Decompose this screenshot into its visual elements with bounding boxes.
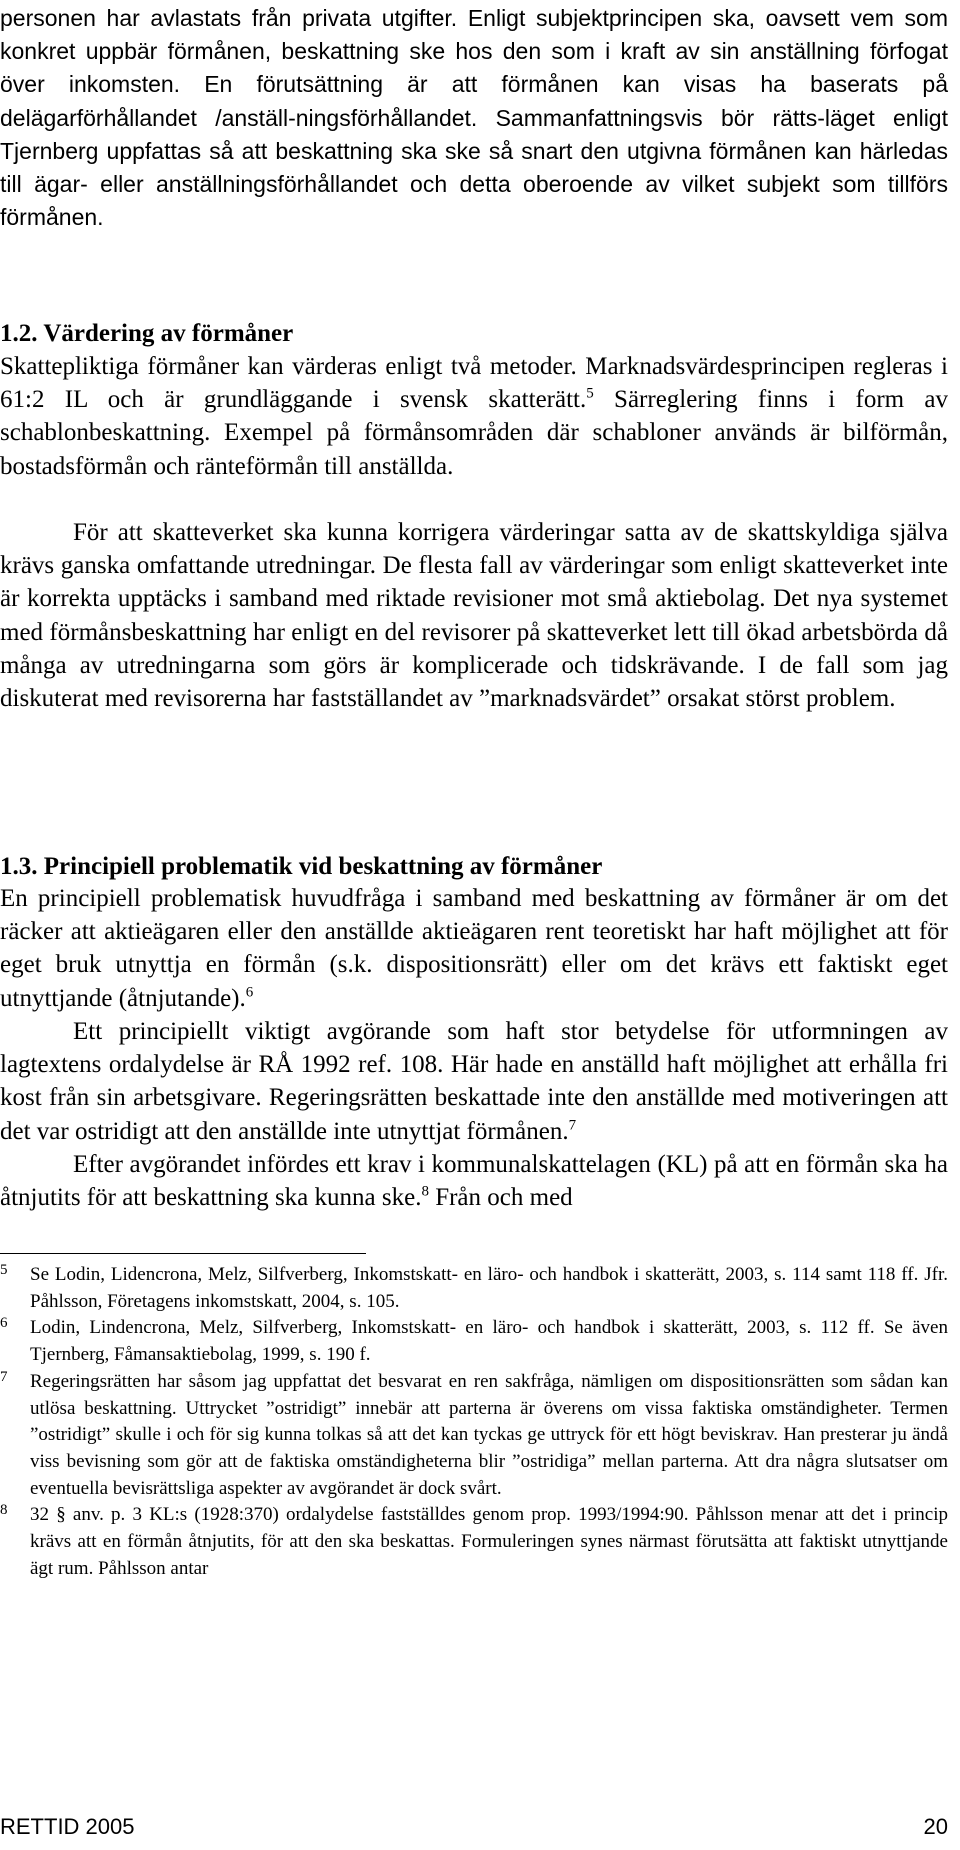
footnote-number: 6 xyxy=(0,1315,8,1332)
section-1-2-number: 1.2. xyxy=(0,320,38,347)
section-1-3-paragraph-3 xyxy=(0,1148,948,1214)
section-1-2-paragraph-2 xyxy=(0,516,948,715)
section-1-2-heading xyxy=(0,317,293,350)
section-1-2-title: Värdering av förmåner xyxy=(43,320,294,347)
footnote-number: 8 xyxy=(0,1502,8,1519)
footnotes xyxy=(0,1262,948,1582)
journal-name: RETTID 2005 xyxy=(0,1814,135,1839)
paragraph-text: Särreglering finns i form av schablonbeskattning. Exempel på förmånsområden där schabloner används är bilförmån, bostadsförmån och ränteförmån till anställda. xyxy=(0,386,948,480)
section-1-3-paragraph-2 xyxy=(0,1015,948,1148)
section-1-3-heading xyxy=(0,850,602,883)
paragraph-text: Efter avgörandet infördes ett krav i kommunalskattelagen (KL) på att en förmån ska ha åtnjutits för att beskattning ska kunna ske. xyxy=(0,1151,948,1212)
page-number: 20 xyxy=(923,1814,948,1839)
paragraph-text: En principiell problematisk huvudfråga i samband med beskattning av förmåner är om det räcker att aktieägaren eller den anställde aktieägaren rent teoretiskt har haft möjlighet att för eget bruk utnyttja en förmån (s.k. dispositionsrätt) eller om det krävs ett faktiskt eget utnyttjande (åtnjutande). xyxy=(0,885,948,1012)
paragraph-text: Ett principiellt viktigt avgörande som haft stor betydelse för utformningen av lagtextens ordalydelse är RÅ 1992 ref. 108. Här hade en anställd haft möjlighet att erhålla fri kost från sin arbetsgivare. Regeringsrätten beskattade inte den anställde med motiveringen att det var ostridigt att den anställde inte utnyttjat förmånen. xyxy=(0,1018,948,1145)
paragraph-text: Från och med xyxy=(428,1184,573,1212)
intro-text: personen har avlastats från privata utgifter. Enligt subjektprincipen ska, oavsett vem som konkret uppbär förmånen, beskattning ske hos den som i kraft av sin anställning förfogat över inkomsten. En förutsättning är att förmånen kan visas ha baserats på delägarförhållandet /anställ-ningsförhållandet. Sammanfattningsvis bör rätts-läget enligt Tjernberg uppfattas så att beskattning ska ske så snart den utgivna förmånen kan härledas till ägar- eller anställningsförhållandet och detta oberoende av vilket subjekt som tillförs förmånen. xyxy=(0,5,948,231)
section-1-2-paragraph-1 xyxy=(0,350,948,483)
footnote-ref-7[interactable]: 7 xyxy=(568,1117,577,1134)
footnote-8 xyxy=(0,1502,948,1582)
footnote-number: 5 xyxy=(0,1262,8,1278)
footnote-7 xyxy=(0,1369,948,1503)
page-footer xyxy=(0,1812,948,1842)
footnote-ref-5[interactable]: 5 xyxy=(586,385,594,402)
footnote-text: Regeringsrätten har såsom jag uppfattat det besvarat en ren sakfråga, nämligen om dispositionsrätten som sådan kan utlösa beskattning. Uttrycket ”ostridigt” innebär att parterna är överens om vissa faktiska omständigheter. Termen ”ostridigt” skulle i och för sig kunna tolkas så att det kan tyckas ge uttryck för ett högt beviskrav. Han presterar ju ändå viss bevisning som gör att de faktiska omständigheterna blir ”ostridiga” mellan parterna. Att dra några slutsatser om eventuella bevisrättsliga aspekter av avgörandet är dock svårt. xyxy=(30,1370,948,1499)
footnote-5 xyxy=(0,1262,948,1315)
section-1-3-title: Principiell problematik vid beskattning av förmåner xyxy=(43,853,603,880)
paragraph-text: Skattepliktiga förmåner kan värderas enligt två metoder. Marknadsvärdesprincipen regleras i 61:2 IL och är grundläggande i svensk skatterätt. xyxy=(0,353,948,414)
footnote-6 xyxy=(0,1315,948,1368)
footnote-ref-6[interactable]: 6 xyxy=(245,984,254,1001)
footnote-text: 32 § anv. p. 3 KL:s (1928:370) ordalydelse fastställdes genom prop. 1993/1994:90. Påhlsson menar att det i princip krävs att en förmån åtnjutits, för att den ska beskattas. Formuleringen synes närmast förutsätta att faktiskt utnyttjande ägt rum. Påhlsson antar xyxy=(30,1504,948,1579)
footnote-text: Lodin, Lindencrona, Melz, Silfverberg, Inkomstskatt- en läro- och handbok i skatterätt, 2003, s. 112 ff. Se även Tjernberg, Fåmansaktiebolag, 1999, s. 190 f. xyxy=(30,1317,948,1366)
footnote-number: 7 xyxy=(0,1368,8,1385)
intro-paragraph xyxy=(0,2,948,234)
section-1-3-paragraph-1 xyxy=(0,882,948,1015)
footnote-separator xyxy=(0,1253,366,1254)
paragraph-text: För att skatteverket ska kunna korrigera värderingar satta av de skattskyldiga själva krävs ganska omfattande utredningar. De flesta fall av värderingar som enligt skatteverket inte är korrekta upptäcks i samband med riktade revisioner mot små aktiebolag. Det nya systemet med förmånsbeskattning har enligt en del revisorer på skatteverket lett till ökad arbetsbörda då många av utredningarna som görs är komplicerade och tidskrävande. I de fall som jag diskuterat med revisorerna har fastställandet av ”marknadsvärdet” orsakat störst problem. xyxy=(0,519,948,713)
section-1-3-number: 1.3. xyxy=(0,853,38,880)
footnote-text: Se Lodin, Lidencrona, Melz, Silfverberg, Inkomstskatt- en läro- och handbok i skatterätt, 2003, s. 114 samt 118 ff. Jfr. Påhlsson, Företagens inkomstskatt, 2004, s. 105. xyxy=(30,1264,948,1312)
footnote-ref-8[interactable]: 8 xyxy=(421,1183,429,1200)
